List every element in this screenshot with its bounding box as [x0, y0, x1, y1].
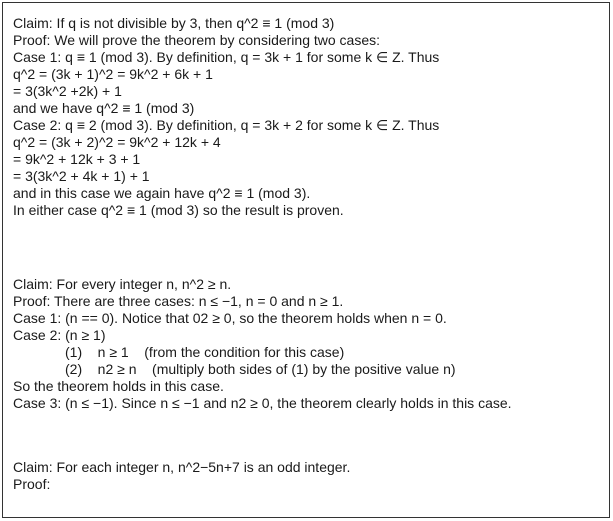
case-line: Case 1: (n == 0). Notice that 02 ≥ 0, so the theorem holds when n = 0.	[13, 310, 447, 326]
equation-line: q^2 = (3k + 1)^2 = 9k^2 + 6k + 1	[13, 66, 213, 82]
claim-block-odd	[13, 459, 601, 493]
numbered-step: (1) n ≥ 1 (from the condition for this case)	[65, 344, 345, 360]
conclusion-line: In either case q^2 ≡ 1 (mod 3) so the result is proven.	[13, 202, 344, 218]
equation-line: = 9k^2 + 12k + 3 + 1	[13, 151, 141, 167]
equation-line: = 3(3k^2 + 4k + 1) + 1	[13, 168, 150, 184]
text-line: and in this case we again have q^2 ≡ 1 (mod 3).	[13, 185, 311, 201]
case-line: Case 2: q ≡ 2 (mod 3). By definition, q = 3k + 2 for some k ∈ Z. Thus	[13, 117, 440, 133]
claim-line: Claim: For each integer n, n^2−5n+7 is an odd integer.	[13, 459, 351, 475]
equation-line: q^2 = (3k + 2)^2 = 9k^2 + 12k + 4	[13, 134, 221, 150]
claim-block-square	[13, 276, 601, 412]
claim-line: Claim: For every integer n, n^2 ≥ n.	[13, 276, 232, 292]
claim-block-mod3	[13, 15, 601, 219]
case-line: Case 1: q ≡ 1 (mod 3). By definition, q = 3k + 1 for some k ∈ Z. Thus	[13, 49, 440, 65]
case-line: Case 3: (n ≤ −1). Since n ≤ −1 and n2 ≥ 0, the theorem clearly holds in this case.	[13, 395, 512, 411]
numbered-step: (2) n2 ≥ n (multiply both sides of (1) by the positive value n)	[65, 361, 456, 377]
claim-line: Claim: If q is not divisible by 3, then q^2 ≡ 1 (mod 3)	[13, 15, 335, 31]
text-line: and we have q^2 ≡ 1 (mod 3)	[13, 100, 195, 116]
document-frame	[2, 2, 610, 518]
proof-line: Proof: We will prove the theorem by considering two cases:	[13, 32, 381, 48]
proof-line: Proof: There are three cases: n ≤ −1, n = 0 and n ≥ 1.	[13, 293, 344, 309]
equation-line: = 3(3k^2 +2k) + 1	[13, 83, 122, 99]
case-line: Case 2: (n ≥ 1)	[13, 327, 106, 343]
text-line: So the theorem holds in this case.	[13, 378, 224, 394]
proof-line: Proof:	[13, 476, 51, 492]
